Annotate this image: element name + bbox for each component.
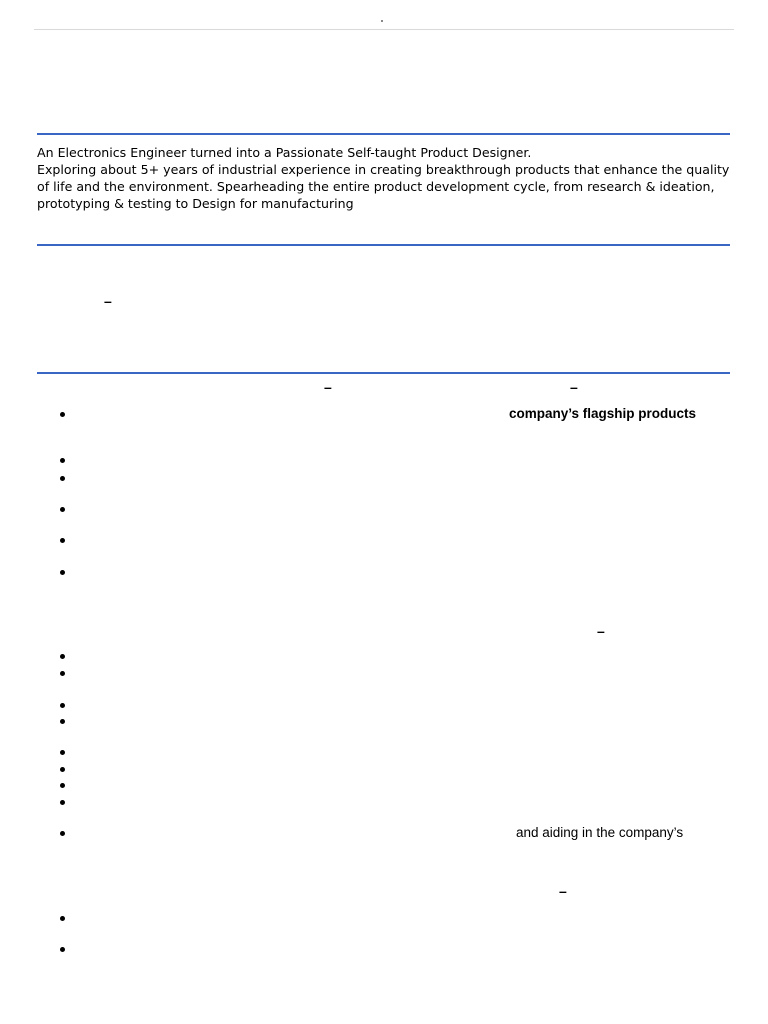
section-divider-experience (37, 372, 730, 374)
profile-summary (37, 144, 732, 212)
list-bullet (58, 456, 66, 464)
job1-bullet-highlight: company’s flagship products (509, 406, 697, 421)
list-bullet (58, 568, 66, 576)
list-bullet (58, 536, 66, 544)
date-separator: – (597, 623, 605, 639)
list-bullet (58, 474, 66, 482)
job2-bullet-fragment: and aiding in the company’s (516, 825, 684, 840)
list-bullet (58, 505, 66, 513)
list-bullet (58, 701, 66, 709)
header-dot (381, 20, 383, 22)
list-bullet (58, 669, 66, 677)
list-bullet (58, 829, 66, 837)
date-separator: – (324, 379, 332, 395)
section-divider-summary (37, 133, 730, 135)
header-divider (34, 29, 734, 30)
summary-intro: An Electronics Engineer turned into a Passionate Self-taught Product Designer. (37, 145, 532, 160)
list-bullet (58, 765, 66, 773)
summary-detail: Exploring about 5+ years of industrial experience in creating breakthrough products that enhance the quality of life and the environment. Spearheading the entire product development cycle, from research & ideation, prototyping & testing to Design for manufacturing (37, 162, 730, 211)
list-bullet (58, 652, 66, 660)
list-bullet (58, 717, 66, 725)
date-separator: – (559, 883, 567, 899)
list-bullet (58, 798, 66, 806)
list-bullet (58, 914, 66, 922)
section-divider-education (37, 244, 730, 246)
list-bullet (58, 945, 66, 953)
list-bullet (58, 781, 66, 789)
list-bullet (58, 748, 66, 756)
list-bullet (58, 410, 66, 418)
date-separator: – (570, 379, 578, 395)
date-separator: – (104, 293, 112, 309)
